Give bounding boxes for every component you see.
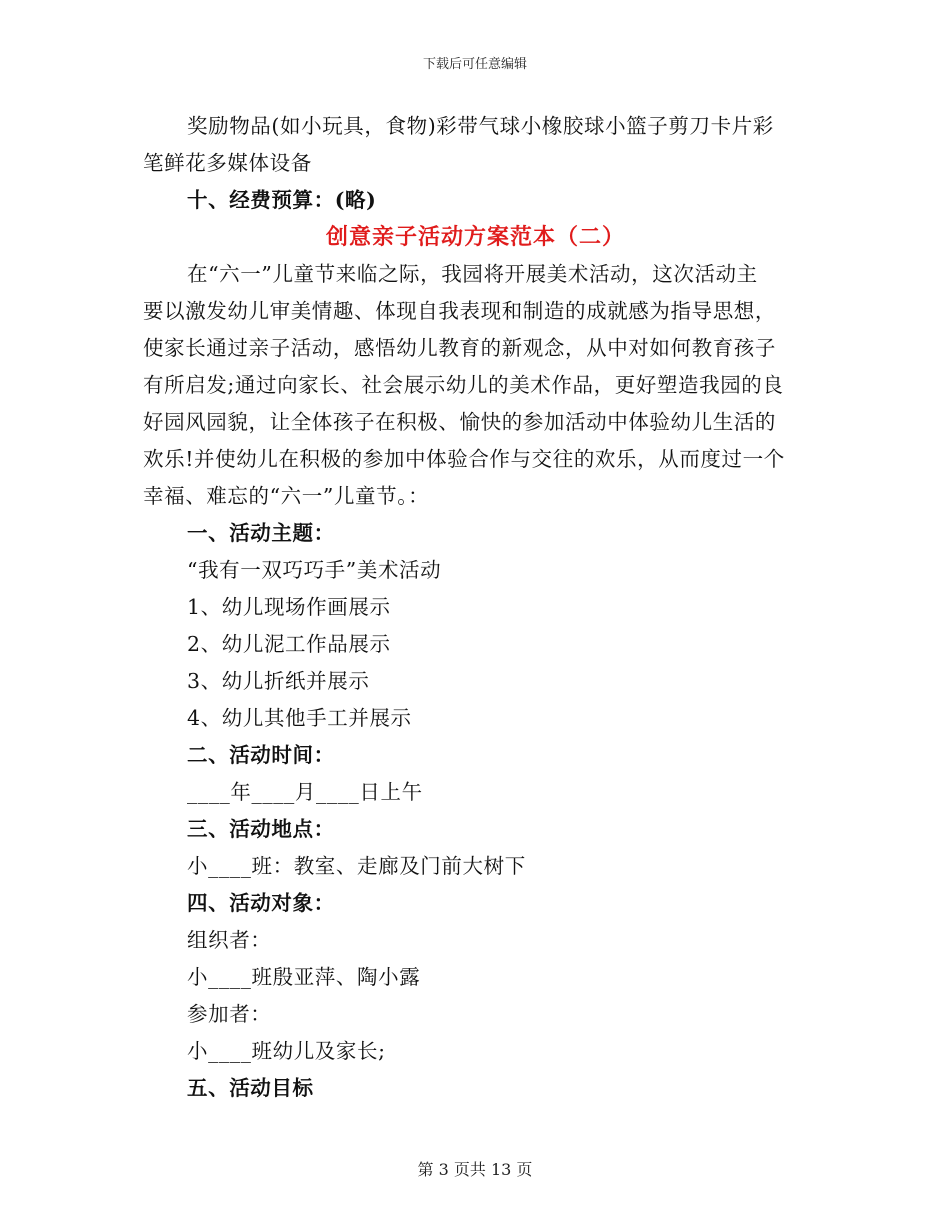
paragraph-line: 欢乐!并使幼儿在积极的参加中体验合作与交往的欢乐，从而度过一个 bbox=[143, 447, 785, 471]
theme-text: “我有一双巧巧手”美术活动 bbox=[187, 558, 442, 582]
section-heading: 五、活动目标 bbox=[187, 1076, 314, 1100]
location-value: 小____班：教室、走廊及门前大树下 bbox=[187, 854, 526, 878]
list-item: 4、幼儿其他手工并展示 bbox=[187, 706, 412, 730]
paragraph-line: 在“六一”儿童节来临之际，我园将开展美术活动，这次活动主 bbox=[187, 262, 758, 286]
paragraph-line: 有所启发;通过向家长、社会展示幼儿的美术作品，更好塑造我园的良 bbox=[143, 373, 784, 397]
page-footer: 第 3 页共 13 页 bbox=[417, 1160, 533, 1179]
organizer-label: 组织者： bbox=[187, 928, 272, 952]
paragraph-line: 要以激发幼儿审美情趣、体现自我表现和制造的成就感为指导思想， bbox=[143, 299, 776, 323]
budget-heading: 十、经费预算：(略) bbox=[187, 188, 377, 212]
participant-label: 参加者： bbox=[187, 1002, 272, 1026]
intro-paragraph bbox=[143, 256, 808, 515]
document-body bbox=[143, 108, 808, 1107]
section-heading: 三、活动地点： bbox=[187, 817, 335, 841]
paragraph-line: 使家长通过亲子活动，感悟幼儿教育的新观念，从中对如何教育孩子 bbox=[143, 336, 776, 360]
list-item: 1、幼儿现场作画展示 bbox=[187, 595, 391, 619]
list-item: 2、幼儿泥工作品展示 bbox=[187, 632, 391, 656]
list-item: 3、幼儿折纸并展示 bbox=[187, 669, 370, 693]
materials-line: 奖励物品(如小玩具，食物)彩带气球小橡胶球小篮子剪刀卡片彩 bbox=[187, 114, 774, 138]
organizer-value: 小____班殷亚萍、陶小露 bbox=[187, 965, 421, 989]
section-heading: 一、活动主题： bbox=[187, 521, 335, 545]
section-heading: 二、活动时间： bbox=[187, 743, 335, 767]
time-value: ____年____月____日上午 bbox=[187, 780, 423, 804]
page-header: 下载后可任意编辑 bbox=[422, 57, 527, 72]
paragraph-line: 幸福、难忘的“六一”儿童节。： bbox=[143, 484, 430, 508]
paragraph-line: 好园风园貌，让全体孩子在积极、愉快的参加活动中体验幼儿生活的 bbox=[143, 410, 776, 434]
participant-value: 小____班幼儿及家长; bbox=[187, 1039, 386, 1063]
materials-line: 笔鲜花多媒体设备 bbox=[143, 151, 312, 175]
document-title: 创意亲子活动方案范本（二） bbox=[325, 224, 625, 250]
section-heading: 四、活动对象： bbox=[187, 891, 335, 915]
